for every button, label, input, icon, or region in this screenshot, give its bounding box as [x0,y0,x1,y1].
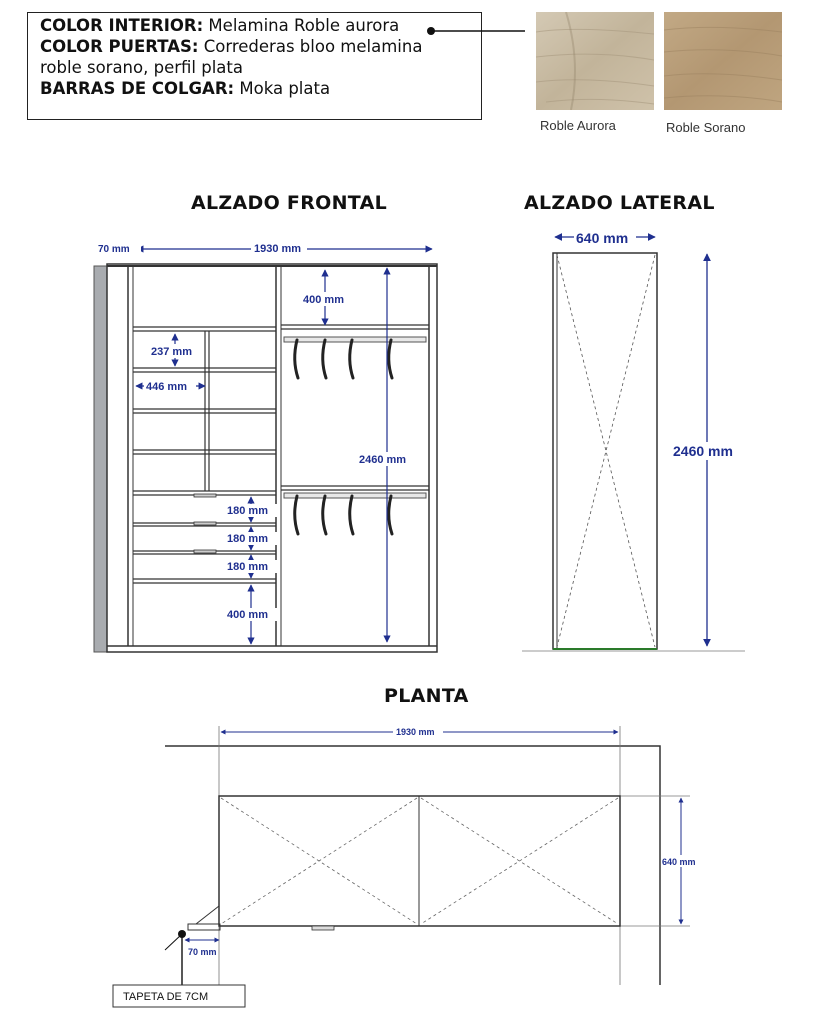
dim-shelf-height: 237 mm [151,346,192,358]
dim-top-space: 400 mm [303,294,344,306]
dim-plan-width: 1930 mm [396,727,435,737]
swatch-label-aurora: Roble Aurora [540,118,616,133]
dim-drawer-2: 180 mm [227,533,268,545]
swatch-label-sorano: Roble Sorano [666,120,746,135]
dim-total-width: 1930 mm [254,243,302,255]
spec-barras: BARRAS DE COLGAR: Moka plata [40,79,331,98]
dim-drawer-1: 180 mm [227,505,268,517]
title-planta: PLANTA [384,685,469,707]
dim-plan-tapeta: 70 mm [188,947,217,957]
dim-plan-depth: 640 mm [662,857,696,867]
spec-puertas-cont: roble sorano, perfil plata [40,58,243,77]
title-alzado-lateral: ALZADO LATERAL [524,192,715,214]
spec-interior: COLOR INTERIOR: Melamina Roble aurora [40,16,400,35]
dim-drawer-3: 180 mm [227,561,268,573]
dim-bottom-space: 400 mm [227,609,268,621]
title-alzado-frontal: ALZADO FRONTAL [191,192,387,214]
dim-side-height: 2460 mm [673,443,733,459]
dim-shelf-width: 446 mm [146,381,187,393]
tapeta-label: TAPETA DE 7CM [123,991,209,1003]
plan-walls [165,746,660,985]
dim-left-width: 70 mm [98,244,130,255]
dim-total-height: 2460 mm [359,454,407,466]
dim-side-depth: 640 mm [576,230,629,246]
spec-puertas: COLOR PUERTAS: Correderas bloo melamina [40,37,423,56]
